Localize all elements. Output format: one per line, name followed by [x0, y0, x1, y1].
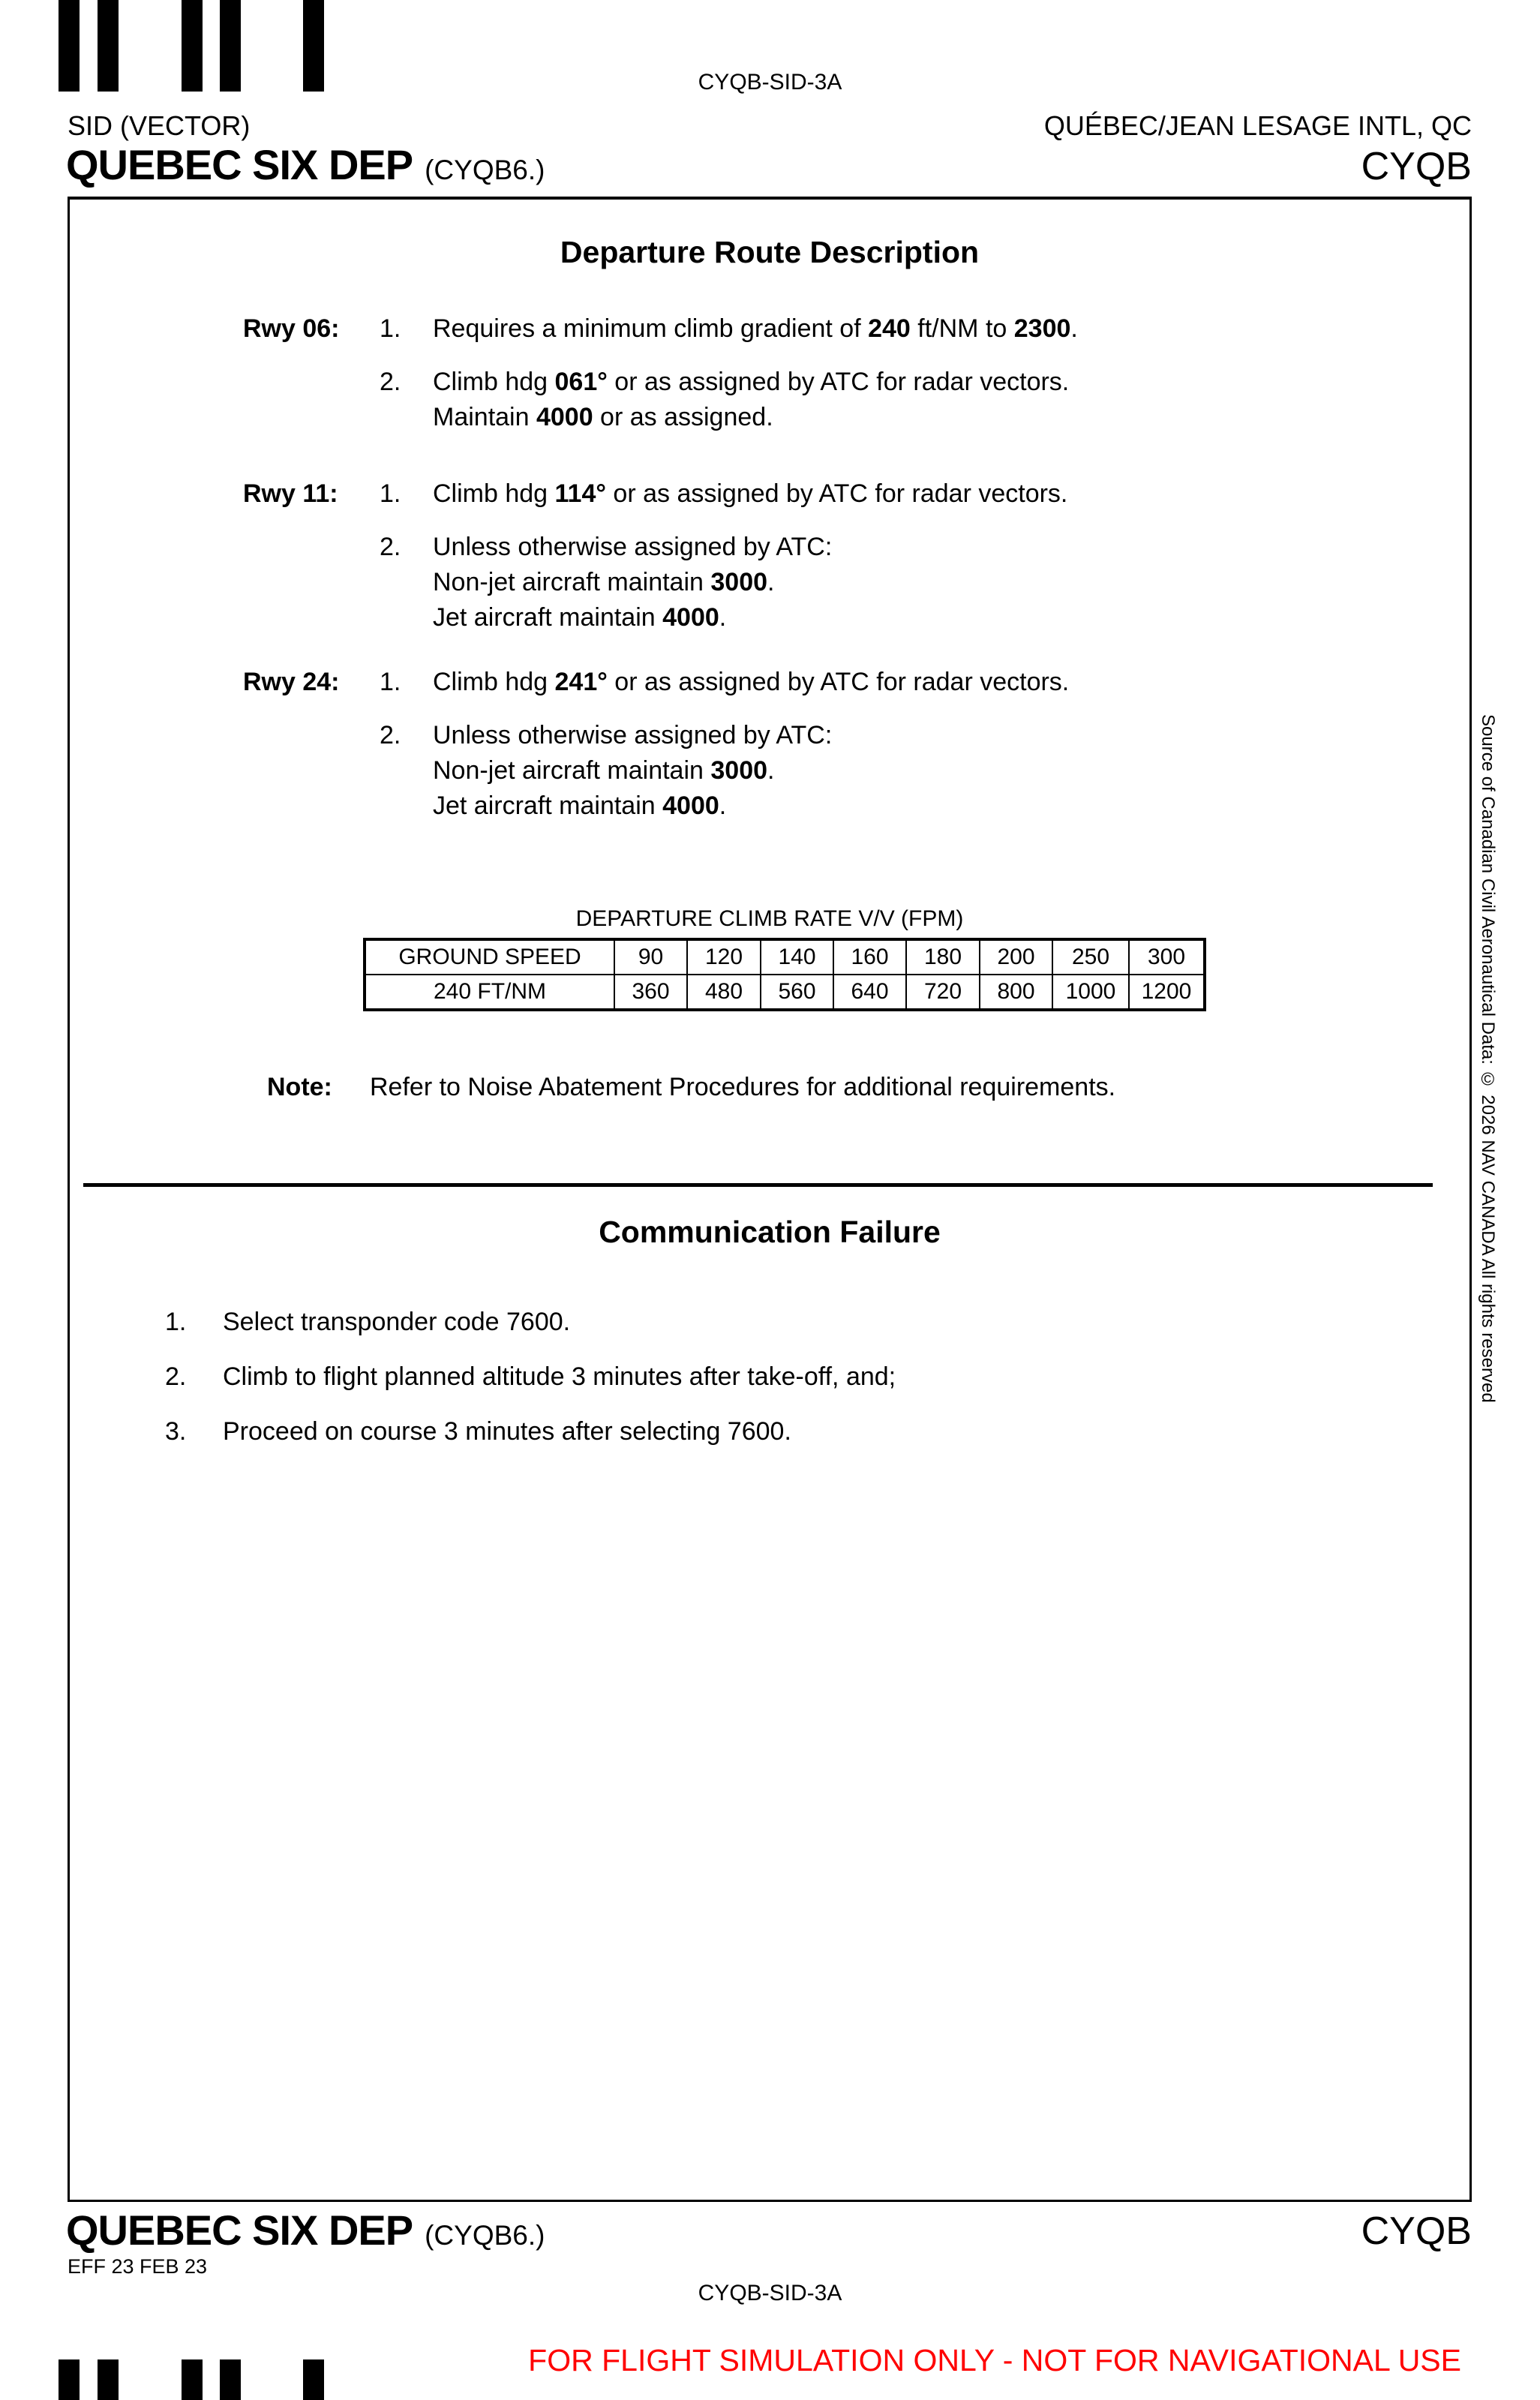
effective-date: EFF 23 FEB 23	[68, 2255, 208, 2278]
item-number: 2.	[380, 533, 401, 561]
section-divider	[83, 1183, 1433, 1187]
table-cell: 560	[761, 975, 833, 1010]
instruction-text: Unless otherwise assigned by ATC:	[433, 721, 833, 749]
table-cell: 240 FT/NM	[365, 975, 614, 1010]
registration-bar	[303, 2359, 324, 2400]
table-cell: 160	[833, 939, 906, 975]
chart-code-bottom: CYQB-SID-3A	[698, 2281, 842, 2305]
instruction-text: Climb hdg 241° or as assigned by ATC for radar vectors.	[433, 668, 1070, 696]
climb-rate-table-title: DEPARTURE CLIMB RATE V/V (FPM)	[575, 906, 964, 931]
procedure-name: QUEBEC SIX DEP	[66, 141, 413, 188]
comm-failure-line	[70, 1309, 1469, 1344]
item-number: 2.	[380, 368, 401, 396]
table-cell: GROUND SPEED	[365, 939, 614, 975]
chart-type-label: SID (VECTOR)	[68, 110, 251, 141]
simulation-disclaimer: FOR FLIGHT SIMULATION ONLY - NOT FOR NAVIGATIONAL USE	[528, 2343, 1461, 2377]
chart-code-top: CYQB-SID-3A	[698, 70, 842, 95]
item-number: 1.	[380, 479, 401, 508]
instruction-text: Climb hdg 114° or as assigned by ATC for radar vectors.	[433, 479, 1068, 508]
table-row	[365, 975, 1205, 1010]
instruction-text: Climb hdg 061° or as assigned by ATC for radar vectors.	[433, 368, 1070, 396]
route-instruction-line	[70, 404, 1469, 440]
procedure-code-footer: (CYQB6.)	[425, 2220, 545, 2251]
table-cell: 90	[614, 939, 687, 975]
procedure-title-footer	[66, 2206, 545, 2254]
registration-bar	[220, 2359, 241, 2400]
runway-label: Rwy 06:	[243, 314, 340, 343]
chart-content-box	[68, 197, 1472, 2202]
item-number: 1.	[380, 314, 401, 343]
instruction-text: Jet aircraft maintain 4000.	[433, 791, 727, 820]
note-label: Note:	[267, 1073, 332, 1101]
instruction-text: Jet aircraft maintain 4000.	[433, 603, 727, 632]
item-number: 2.	[380, 721, 401, 749]
item-number: 1.	[165, 1308, 187, 1336]
table-cell: 800	[980, 975, 1052, 1010]
procedure-name-footer: QUEBEC SIX DEP	[66, 2206, 413, 2254]
item-number: 3.	[165, 1417, 187, 1446]
copyright-sidebar: Source of Canadian Civil Aeronautical Data: © 2026 NAV CANADA All rights reserved	[1477, 714, 1498, 1403]
route-instruction-line	[70, 722, 1469, 758]
note-text: Refer to Noise Abatement Procedures for additional requirements.	[370, 1073, 1116, 1101]
route-instruction-line	[70, 793, 1469, 828]
instruction-text: Select transponder code 7600.	[223, 1308, 571, 1336]
table-cell: 640	[833, 975, 906, 1010]
climb-rate-table	[363, 938, 1206, 1011]
instruction-text: Maintain 4000 or as assigned.	[433, 403, 773, 431]
runway-label: Rwy 11:	[243, 479, 338, 508]
table-cell: 200	[980, 939, 1052, 975]
route-instruction-line	[70, 369, 1469, 404]
table-cell: 1000	[1052, 975, 1129, 1010]
comm-failure-line	[70, 1419, 1469, 1454]
departure-route-title: Departure Route Description	[560, 235, 980, 269]
comm-failure-line	[70, 1364, 1469, 1399]
airport-code-header: CYQB	[1361, 145, 1472, 188]
route-instruction-line	[70, 569, 1469, 605]
instruction-text: Unless otherwise assigned by ATC:	[433, 533, 833, 561]
table-cell: 180	[906, 939, 980, 975]
communication-failure-title: Communication Failure	[599, 1215, 941, 1249]
route-instruction-line	[70, 758, 1469, 793]
table-cell: 140	[761, 939, 833, 975]
table-cell: 1200	[1129, 975, 1205, 1010]
airport-code-footer: CYQB	[1361, 2209, 1472, 2253]
table-cell: 480	[687, 975, 761, 1010]
table-cell: 300	[1129, 939, 1205, 975]
table-cell: 250	[1052, 939, 1129, 975]
route-instruction-line	[70, 605, 1469, 640]
item-number: 2.	[165, 1362, 187, 1391]
table-cell: 120	[687, 939, 761, 975]
instruction-text: Climb to flight planned altitude 3 minutes after take-off, and;	[223, 1362, 896, 1391]
instruction-text: Non-jet aircraft maintain 3000.	[433, 568, 775, 596]
table-cell: 720	[906, 975, 980, 1010]
registration-bar	[182, 2359, 203, 2400]
route-instruction-line	[70, 534, 1469, 569]
instruction-text: Proceed on course 3 minutes after selecting 7600.	[223, 1417, 791, 1446]
airport-name: QUÉBEC/JEAN LESAGE INTL, QC	[1043, 110, 1472, 141]
table-cell: 360	[614, 975, 687, 1010]
instruction-text: Requires a minimum climb gradient of 240 ft/NM to 2300.	[433, 314, 1078, 343]
procedure-code: (CYQB6.)	[425, 155, 545, 185]
registration-bar	[98, 2359, 119, 2400]
route-instruction-line	[70, 481, 1469, 516]
procedure-title-header	[66, 141, 545, 188]
registration-bar	[59, 2359, 80, 2400]
item-number: 1.	[380, 668, 401, 696]
route-instruction-line	[70, 669, 1469, 704]
route-instruction-line	[70, 316, 1469, 351]
table-row	[365, 939, 1205, 975]
instruction-text: Non-jet aircraft maintain 3000.	[433, 756, 775, 785]
runway-label: Rwy 24:	[243, 668, 340, 696]
